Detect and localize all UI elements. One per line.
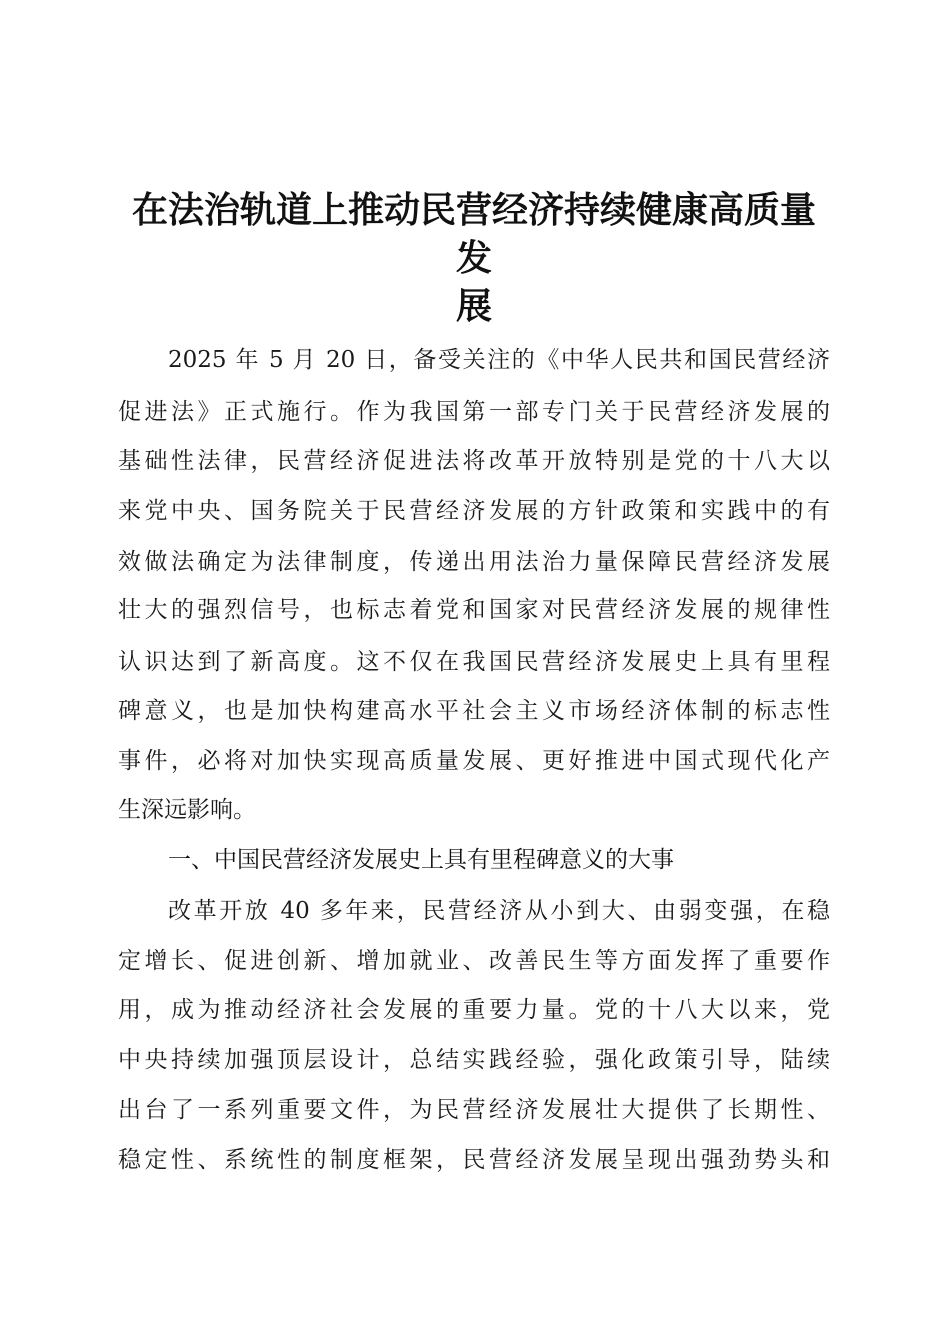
paragraph-line: 生深远影响。 [118,797,256,823]
paragraph-line: 2025 年 5 月 20 日，备受关注的《中华人民共和国民营经济 [168,347,830,373]
title-line-1: 在法治轨道上推动民营经济持续健康高质量发 [131,189,816,279]
paragraph-line: 用，成为推动经济社会发展的重要力量。党的十八大以来，党 [118,997,830,1023]
paragraph-line: 定增长、促进创新、增加就业、改善民生等方面发挥了重要作 [118,948,830,974]
paragraph-line: 认识达到了新高度。这不仅在我国民营经济发展史上具有里程 [118,649,830,675]
paragraph-line: 事件，必将对加快实现高质量发展、更好推进中国式现代化产 [118,748,830,774]
paragraph-line: 基础性法律，民营经济促进法将改革开放特别是党的十八大以 [118,448,830,474]
section-heading: 一、中国民营经济发展史上具有里程碑意义的大事 [168,847,674,873]
paragraph-line: 来党中央、国务院关于民营经济发展的方针政策和实践中的有 [118,498,830,524]
paragraph-line: 中央持续加强顶层设计，总结实践经验，强化政策引导，陆续 [118,1047,830,1073]
paragraph-line: 出台了一系列重要文件，为民营经济发展壮大提供了长期性、 [118,1097,830,1123]
document-title [118,186,830,330]
paragraph-line: 效做法确定为法律制度，传递出用法治力量保障民营经济发展 [118,549,830,575]
paragraph-line: 改革开放 40 多年来，民营经济从小到大、由弱变强，在稳 [168,898,830,924]
paragraph-line: 促进法》正式施行。作为我国第一部专门关于民营经济发展的 [118,399,830,425]
paragraph-line: 壮大的强烈信号，也标志着党和国家对民营经济发展的规律性 [118,597,830,623]
paragraph-line: 碑意义，也是加快构建高水平社会主义市场经济体制的标志性 [118,698,830,724]
title-line-2: 展 [455,285,492,327]
paragraph-line: 稳定性、系统性的制度框架，民营经济发展呈现出强劲势头和 [118,1147,830,1173]
